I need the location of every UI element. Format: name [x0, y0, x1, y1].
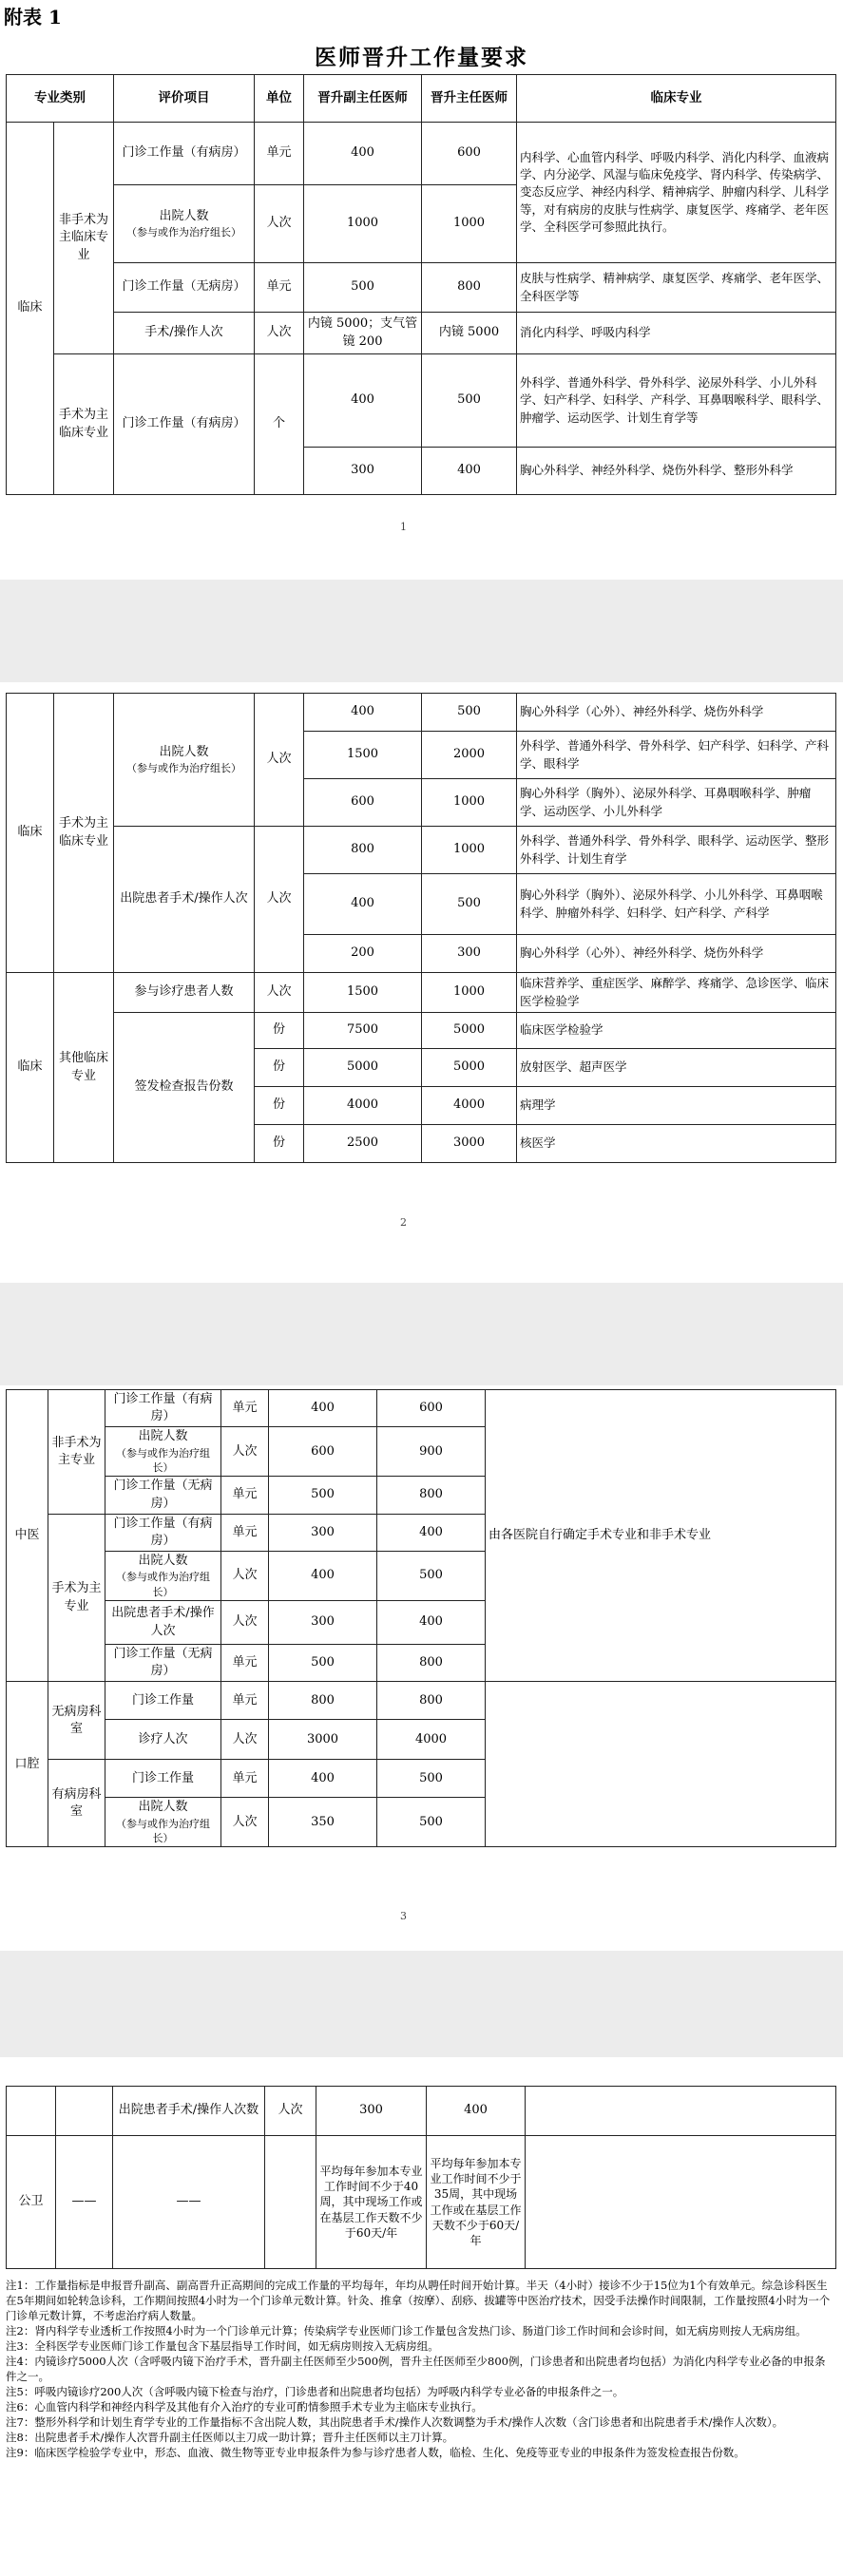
page-gap [0, 580, 843, 682]
item-outpatient-ward: 门诊工作量（有病房） [114, 354, 255, 495]
item-discharge-label: 出院人数 [159, 208, 209, 223]
empty-cell [56, 2087, 113, 2136]
item-consult: 参与诊疗患者人数 [114, 973, 255, 1013]
deputy-value: 500 [269, 1477, 377, 1514]
page-1 [0, 0, 843, 580]
page-gap [0, 1283, 843, 1385]
unit-cell: 份 [255, 1087, 304, 1125]
subcategory-nonsurgical: 非手术为主临床专业 [54, 123, 114, 354]
note-item: 注6：心血管内科学和神经内科学及其他有介入治疗的专业可酌情参照手术专业为主临床专业执行。 [6, 2400, 483, 2414]
item-discharge-note: （参与或作为治疗组长） [116, 1446, 210, 1474]
chief-value: 1000 [422, 827, 517, 874]
table-row [7, 1390, 836, 1427]
note-item: 注9：临床医学检验学专业中，形态、血液、微生物等亚专业申报条件为参与诊疗患者人数，临检、生化、免疫等亚专业的申报条件为签发检查报告份数。 [6, 2446, 745, 2459]
item-outpatient: 门诊工作量 [105, 1682, 221, 1720]
unit-cell: 份 [255, 1125, 304, 1163]
unit-cell: 人次 [255, 185, 304, 263]
chief-value: 400 [377, 1601, 486, 1645]
subcategory-with-ward: 有病房科室 [48, 1760, 105, 1847]
unit-cell: 单元 [255, 263, 304, 313]
page-title: 医师晋升工作量要求 [315, 45, 528, 70]
page-number: 1 [400, 521, 407, 533]
chief-value: 500 [422, 874, 517, 935]
deputy-value: 200 [304, 935, 422, 973]
empty-cell [265, 2136, 316, 2269]
subcategory-tcm-nonsurgical: 非手术为主专业 [48, 1390, 105, 1515]
unit-cell: 单元 [221, 1390, 269, 1427]
specialty-cell: 胸心外科学（胸外）、泌尿外科学、耳鼻咽喉科学、肿瘤学、运动医学、小儿外科学 [517, 779, 836, 827]
category-stomatology: 口腔 [7, 1682, 48, 1847]
chief-value: 1000 [422, 973, 517, 1013]
header-eval-item: 评价项目 [114, 75, 255, 123]
chief-value: 3000 [422, 1125, 517, 1163]
page-2 [0, 682, 843, 1283]
chief-value: 800 [422, 263, 517, 313]
dash-cell: —— [56, 2136, 113, 2269]
deputy-value: 300 [269, 1514, 377, 1551]
subcategory-surgical: 手术为主临床专业 [54, 694, 114, 973]
deputy-value: 600 [304, 779, 422, 827]
item-outpatient-ward: 门诊工作量（有病房） [114, 123, 255, 185]
deputy-value: 3000 [269, 1720, 377, 1760]
category-clinical: 临床 [7, 123, 54, 495]
chief-value: 2000 [422, 732, 517, 779]
header-major-category: 专业类别 [7, 75, 114, 123]
table-row [7, 2087, 836, 2136]
item-discharge-label: 出院人数 [138, 1429, 188, 1444]
deputy-value: 500 [269, 1645, 377, 1682]
specialty-cell: 胸心外科学（心外）、神经外科学、烧伤外科学 [517, 935, 836, 973]
public-health-deputy: 平均每年参加本专业工作时间不少于40周，其中现场工作或在基层工作天数不少于60天/年 [316, 2136, 427, 2269]
workload-table-p3 [6, 1389, 836, 1847]
item-discharge-surgery: 出院患者手术/操作人次 [114, 827, 255, 973]
deputy-value: 300 [269, 1601, 377, 1645]
specialty-cell: 外科学、普通外科学、骨外科学、眼科学、运动医学、整形外科学、计划生育学 [517, 827, 836, 874]
deputy-value: 400 [304, 123, 422, 185]
item-outpatient-no-ward: 门诊工作量（无病房） [105, 1645, 221, 1682]
chief-value: 600 [422, 123, 517, 185]
deputy-value: 400 [304, 874, 422, 935]
deputy-value: 2500 [304, 1125, 422, 1163]
unit-cell: 份 [255, 1013, 304, 1049]
chief-value: 500 [422, 354, 517, 448]
table-row [7, 973, 836, 1013]
chief-value: 900 [377, 1427, 486, 1477]
specialty-cell: 核医学 [517, 1125, 836, 1163]
chief-value: 500 [377, 1552, 486, 1601]
empty-specialty [486, 1682, 836, 1847]
deputy-value: 7500 [304, 1013, 422, 1049]
attachment-label: 附表 1 [4, 6, 62, 29]
specialty-cell: 病理学 [517, 1087, 836, 1125]
note-item: 注4：内镜诊疗5000人次（含呼吸内镜下治疗手术，晋升副主任医师至少500例，晋升主任医师至少800例，门诊患者和出院患者均包括）为消化内科学专业必备的申报条件之一。 [6, 2355, 826, 2383]
empty-cell [7, 2087, 56, 2136]
item-outpatient: 门诊工作量 [105, 1760, 221, 1798]
chief-value: 800 [377, 1645, 486, 1682]
table-row [7, 1013, 836, 1049]
header-chief: 晋升主任医师 [422, 75, 517, 123]
workload-table-p2 [6, 693, 836, 1163]
chief-value: 4000 [377, 1720, 486, 1760]
chief-value: 1000 [422, 779, 517, 827]
unit-cell: 人次 [255, 973, 304, 1013]
specialty-cell: 外科学、普通外科学、骨外科学、泌尿外科学、小儿外科学、妇产科学、妇科学、产科学、耳鼻咽喉科学、眼科学、肿瘤学、运动医学、计划生育学等 [517, 354, 836, 448]
table-header-row [7, 75, 836, 123]
deputy-value: 400 [269, 1390, 377, 1427]
unit-cell: 单元 [221, 1477, 269, 1514]
deputy-value: 内镜 5000；支气管镜 200 [304, 313, 422, 354]
item-discharge [105, 1798, 221, 1847]
tcm-specialty-note: 由各医院自行确定手术专业和非手术专业 [486, 1390, 836, 1682]
specialty-cell: 皮肤与性病学、精神病学、康复医学、疼痛学、老年医学、全科医学等 [517, 263, 836, 313]
unit-cell: 人次 [221, 1798, 269, 1847]
public-health-chief: 平均每年参加本专业工作时间不少于35周，其中现场工作或在基层工作天数不少于60天/年 [427, 2136, 526, 2269]
specialty-cell: 消化内科学、呼吸内科学 [517, 313, 836, 354]
subcategory-tcm-surgical: 手术为主专业 [48, 1514, 105, 1682]
deputy-value: 350 [269, 1798, 377, 1847]
deputy-value: 1500 [304, 973, 422, 1013]
subcategory-no-ward: 无病房科室 [48, 1682, 105, 1760]
deputy-value: 300 [304, 448, 422, 495]
note-item: 注2：肾内科学专业透析工作按照4小时为一个门诊单元计算；传染病学专业医师门诊工作量包含发热门诊、肠道门诊工作时间和会诊时间，如无病房则按人无病房组。 [6, 2324, 807, 2337]
table-row [7, 354, 836, 448]
chief-value: 5000 [422, 1049, 517, 1087]
chief-value: 1000 [422, 185, 517, 263]
item-discharge-note: （参与或作为治疗组长） [116, 1817, 210, 1845]
unit-cell: 单元 [221, 1514, 269, 1551]
page-gap [0, 1951, 843, 2057]
item-discharge-label: 出院人数 [138, 1554, 188, 1569]
specialty-cell: 胸心外科学（心外）、神经外科学、烧伤外科学 [517, 694, 836, 732]
unit-cell: 份 [255, 1049, 304, 1087]
deputy-value: 800 [269, 1682, 377, 1720]
note-item: 注5：呼吸内镜诊疗200人次（含呼吸内镜下检查与治疗，门诊患者和出院患者均包括）为呼吸内科学专业必备的申报条件之一。 [6, 2385, 624, 2398]
chief-value: 4000 [422, 1087, 517, 1125]
deputy-value: 1000 [304, 185, 422, 263]
header-unit: 单位 [255, 75, 304, 123]
unit-cell: 人次 [221, 1552, 269, 1601]
note-item: 注1：工作量指标是申报晋升副高、副高晋升正高期间的完成工作量的平均每年，年均从聘任时间开始计算。半天（4小时）接诊不少于15位为1个有效单元。综急诊科医生在5年期间如轮转急诊科，工作期间按照4小时为一个门诊单元数计算。针灸、推拿（按摩）、刮痧、拔罐等中医治疗技术，因受手法操作时间限制，工作量按照4小时为一个门诊单元数计算，不考虑治疗病人数量。 [6, 2279, 831, 2322]
deputy-value: 1500 [304, 732, 422, 779]
unit-cell: 单元 [221, 1645, 269, 1682]
deputy-value: 600 [269, 1427, 377, 1477]
deputy-value: 4000 [304, 1087, 422, 1125]
unit-cell: 人次 [255, 827, 304, 973]
item-surgery-person: 手术/操作人次 [114, 313, 255, 354]
subcategory-surgical: 手术为主临床专业 [54, 354, 114, 495]
page-number: 3 [400, 1910, 407, 1922]
empty-specialty [526, 2136, 836, 2269]
notes-section [6, 2278, 833, 2460]
item-discharge-note: （参与或作为治疗组长） [116, 1571, 210, 1598]
chief-value: 300 [422, 935, 517, 973]
specialty-cell: 胸心外科学、神经外科学、烧伤外科学、整形外科学 [517, 448, 836, 495]
category-clinical: 临床 [7, 694, 54, 973]
deputy-value: 400 [304, 354, 422, 448]
item-discharge [114, 694, 255, 827]
table-row [7, 694, 836, 732]
chief-value: 800 [377, 1682, 486, 1720]
unit-cell: 单元 [255, 123, 304, 185]
chief-value: 600 [377, 1390, 486, 1427]
chief-value: 800 [377, 1477, 486, 1514]
table-row [7, 2136, 836, 2269]
workload-table-p4 [6, 2086, 836, 2269]
table-row [7, 1682, 836, 1720]
deputy-value: 400 [269, 1552, 377, 1601]
table-row [7, 313, 836, 354]
chief-value: 400 [377, 1514, 486, 1551]
item-discharge-note: （参与或作为治疗组长） [126, 225, 241, 239]
specialty-cell: 临床营养学、重症医学、麻醉学、疼痛学、急诊医学、临床医学检验学 [517, 973, 836, 1013]
deputy-value: 500 [304, 263, 422, 313]
header-clinical-specialty: 临床专业 [517, 75, 836, 123]
item-discharge [114, 185, 255, 263]
category-clinical: 临床 [7, 973, 54, 1163]
unit-cell: 个 [255, 354, 304, 495]
unit-cell: 人次 [221, 1601, 269, 1645]
item-discharge-surgery-count: 出院患者手术/操作人次数 [113, 2087, 265, 2136]
unit-cell: 人次 [265, 2087, 316, 2136]
chief-value: 500 [377, 1760, 486, 1798]
specialty-cell: 胸心外科学（胸外）、泌尿外科学、小儿外科学、耳鼻咽喉科学、肿瘤外科学、妇科学、妇产科学、产科学 [517, 874, 836, 935]
item-outpatient-no-ward: 门诊工作量（无病房） [114, 263, 255, 313]
item-outpatient-ward: 门诊工作量（有病房） [105, 1514, 221, 1551]
item-discharge [105, 1552, 221, 1601]
unit-cell: 人次 [255, 694, 304, 827]
empty-specialty [526, 2087, 836, 2136]
item-discharge [105, 1427, 221, 1477]
item-report: 签发检查报告份数 [114, 1013, 255, 1163]
table-row [7, 827, 836, 874]
page-3 [0, 1385, 843, 1951]
specialty-cell: 放射医学、超声医学 [517, 1049, 836, 1087]
item-diagnosis: 诊疗人次 [105, 1720, 221, 1760]
specialty-cell: 外科学、普通外科学、骨外科学、妇产科学、妇科学、产科学、眼科学 [517, 732, 836, 779]
item-discharge-surgery: 出院患者手术/操作人次 [105, 1601, 221, 1645]
unit-cell: 单元 [221, 1682, 269, 1720]
chief-value: 400 [427, 2087, 526, 2136]
specialty-cell: 临床医学检验学 [517, 1013, 836, 1049]
chief-value: 400 [422, 448, 517, 495]
unit-cell: 人次 [221, 1427, 269, 1477]
page-4 [0, 2057, 843, 2576]
deputy-value: 300 [316, 2087, 427, 2136]
chief-value: 500 [422, 694, 517, 732]
item-outpatient-ward: 门诊工作量（有病房） [105, 1390, 221, 1427]
deputy-value: 800 [304, 827, 422, 874]
header-deputy: 晋升副主任医师 [304, 75, 422, 123]
table-row [7, 123, 836, 185]
subcategory-other: 其他临床专业 [54, 973, 114, 1163]
unit-cell: 人次 [221, 1720, 269, 1760]
specialty-cell: 内科学、心血管内科学、呼吸内科学、消化内科学、血液病学、内分泌学、风湿与临床免疫学、肾内科学、传染病学、变态反应学、神经内科学、精神病学、肿瘤内科学、儿科学等，对有病房的皮肤与性病学、康复医学、疼痛学、老年医学、全科医学可参照此执行。 [517, 123, 836, 263]
unit-cell: 人次 [255, 313, 304, 354]
item-discharge-label: 出院人数 [138, 1800, 188, 1815]
table-row [7, 263, 836, 313]
deputy-value: 5000 [304, 1049, 422, 1087]
item-outpatient-no-ward: 门诊工作量（无病房） [105, 1477, 221, 1514]
note-item: 注8：出院患者手术/操作人次晋升副主任医师以主刀成一助计算；晋升主任医师以主刀计算。 [6, 2431, 454, 2444]
note-item: 注7：整形外科学和计划生育学专业的工作量指标不含出院人数，其出院患者手术/操作人次数调整为手术/操作人次数（含门诊患者和出院患者手术/操作人次数）。 [6, 2415, 784, 2429]
chief-value: 内镜 5000 [422, 313, 517, 354]
dash-cell: —— [113, 2136, 265, 2269]
chief-value: 5000 [422, 1013, 517, 1049]
chief-value: 500 [377, 1798, 486, 1847]
note-item: 注3：全科医学专业医师门诊工作量包含下基层指导工作时间，如无病房则按入无病房组。 [6, 2339, 439, 2353]
category-tcm: 中医 [7, 1390, 48, 1682]
category-public-health: 公卫 [7, 2136, 56, 2269]
workload-table-p1 [6, 74, 836, 495]
deputy-value: 400 [304, 694, 422, 732]
unit-cell: 单元 [221, 1760, 269, 1798]
page-number: 2 [400, 1216, 407, 1229]
item-discharge-note: （参与或作为治疗组长） [126, 761, 241, 774]
item-discharge-label: 出院人数 [159, 744, 209, 759]
deputy-value: 400 [269, 1760, 377, 1798]
